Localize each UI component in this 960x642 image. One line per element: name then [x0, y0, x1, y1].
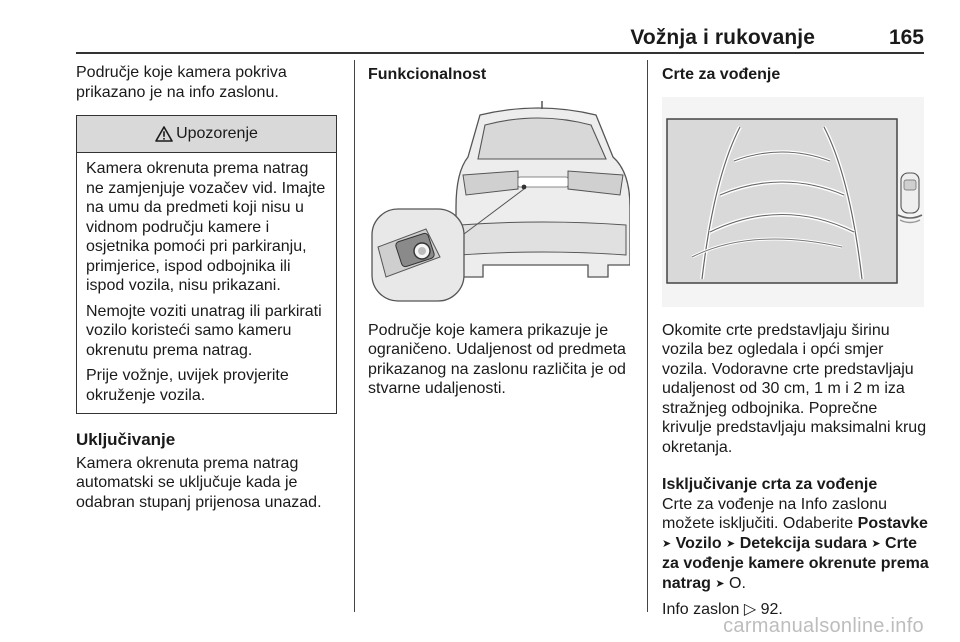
- column-divider-left: [354, 60, 355, 612]
- watermark: carmanualsonline.info: [723, 615, 924, 637]
- menu-item-collision-detection: Detekcija sudara: [739, 534, 867, 552]
- guidelines-off-heading: Isključivanje crta za vođenje: [662, 476, 878, 493]
- reference-label: Info zaslon: [662, 601, 740, 618]
- intro-text: Područje koje kamera pokriva prikazano je na info zaslonu.: [76, 64, 287, 101]
- guidelines-off-intro: Crte za vođenje na Info zaslonu možete isključiti. Odaberite: [662, 495, 888, 532]
- menu-item-vehicle: Vozilo: [675, 534, 722, 552]
- arrow-right-icon: ➤: [726, 537, 736, 550]
- warning-body: [77, 153, 336, 413]
- page-header-title: Vožnja i rukovanje: [630, 26, 815, 49]
- page-number: 165: [888, 26, 924, 49]
- camera-caption: Područje koje kamera prikazuje je ograničeno. Udaljenost od predmeta prikazanog na zaslonu različita je od stvarne udaljenosti.: [368, 321, 626, 397]
- guidelines-description: Okomite crte predstavljaju širinu vozila bez ogledala i opći smjer vozila. Vodoravne crte predstavljaju udaljenost od 30 cm, 1 m i 2 m iza stražnjeg odbojnika. Poprečne krivulje predstavljaju maksimalni krug okretanja.: [662, 321, 927, 456]
- column-divider-right: [647, 60, 648, 612]
- warning-header: [77, 116, 336, 153]
- menu-item-rear-camera-guidelines: Crte za vođenje kamere okrenute prema natrag: [662, 534, 929, 592]
- menu-item-settings: Postavke: [857, 515, 928, 532]
- section-heading-functionality: Funkcionalnost: [368, 66, 487, 83]
- warning-paragraph: Prije vožnje, uvijek provjerite okruženje vozila.: [86, 367, 289, 404]
- column-3: [662, 63, 930, 620]
- warning-triangle-icon: [155, 126, 173, 142]
- guidelines-off-text: Crte za vođenje na Info zaslonu možete isključiti. Odaberite Postavke ➤ Vozilo ➤ Detekcija sudara ➤ Crte za vođenje kamere okrenute prema natrag ➤ O.: [662, 495, 929, 592]
- warning-title: Upozorenje: [176, 125, 258, 143]
- arrow-right-icon: ➤: [715, 577, 725, 590]
- section-heading-activation: Uključivanje: [76, 430, 176, 449]
- arrow-right-icon: ➤: [662, 537, 672, 550]
- warning-paragraph: Nemojte voziti unatrag ili parkirati vozilo koristeći samo kameru okrenutu prema natrag.: [86, 302, 322, 359]
- arrow-right-icon: ➤: [871, 537, 881, 550]
- header-rule: [76, 52, 924, 54]
- toggle-off-symbol: O: [729, 574, 742, 592]
- section-heading-guidelines: Crte za vođenje: [662, 66, 781, 83]
- guidelines-illustration: [662, 97, 924, 307]
- page-reference-icon: ▷: [743, 601, 757, 618]
- rear-camera-illustration: [368, 97, 630, 307]
- column-2: [368, 63, 634, 399]
- warning-paragraph: Kamera okrenuta prema natrag ne zamjenjuje vozačev vid. Imajte na umu da predmeti koji nisu u vidnom području kamere i osjetnika pomoći pri parkiranju, primjerice, ispod odbojnika ili ispod vozila, nisu prikazani.: [86, 160, 326, 294]
- activation-text: Kamera okrenuta prema natrag automatski se uključuje kada je odabran stupanj prijenosa unazad.: [76, 454, 322, 511]
- warning-box: [76, 115, 337, 414]
- reference-page: 92.: [760, 601, 783, 618]
- column-1: [76, 63, 338, 512]
